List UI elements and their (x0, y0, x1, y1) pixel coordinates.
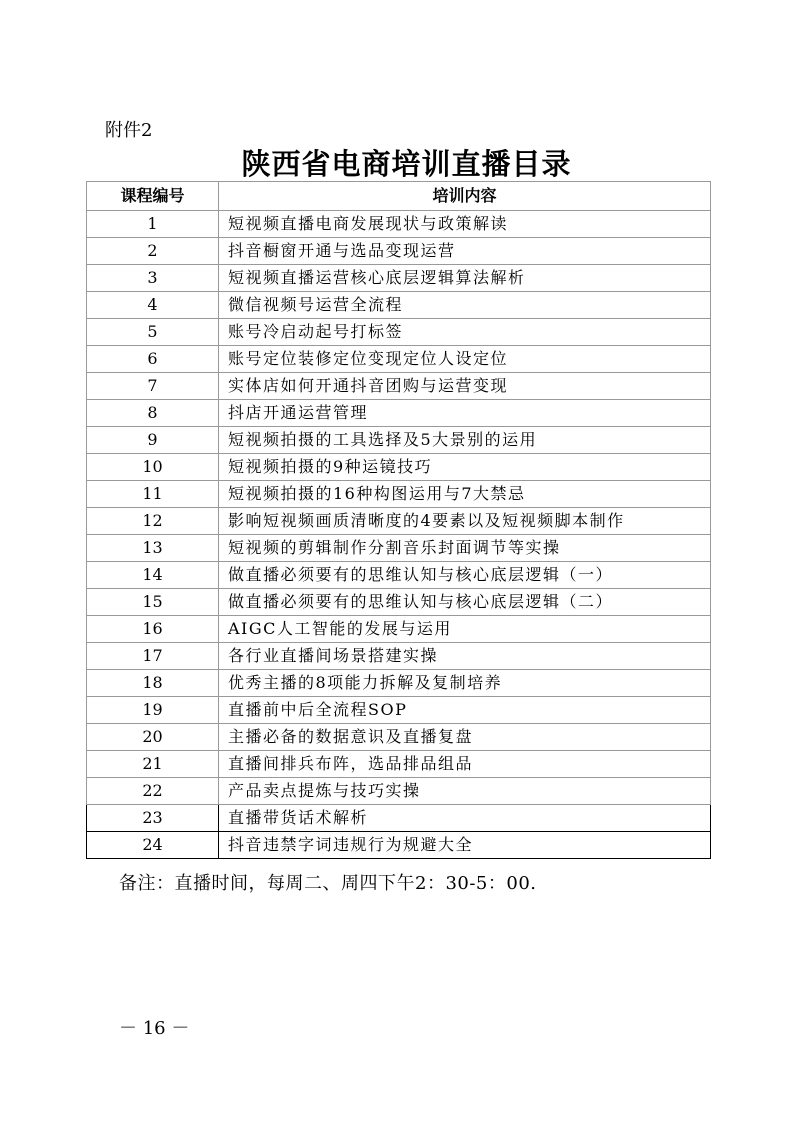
header-course-number: 课程编号 (87, 182, 219, 211)
course-number-cell: 12 (87, 508, 219, 535)
table-row (87, 643, 711, 670)
course-number-cell: 5 (87, 319, 219, 346)
course-number-cell: 20 (87, 724, 219, 751)
table-row (87, 211, 711, 238)
table-row (87, 724, 711, 751)
course-content-cell: 短视频拍摄的工具选择及5大景别的运用 (219, 427, 711, 454)
table-row (87, 589, 711, 616)
course-number-cell: 15 (87, 589, 219, 616)
table-row (87, 454, 711, 481)
course-number-cell: 17 (87, 643, 219, 670)
course-content-cell: AIGC人工智能的发展与运用 (219, 616, 711, 643)
table-row (87, 805, 711, 832)
table-row (87, 778, 711, 805)
table-row (87, 427, 711, 454)
table-row (87, 751, 711, 778)
course-content-cell: 短视频拍摄的9种运镜技巧 (219, 454, 711, 481)
page-title: 陕西省电商培训直播目录 (241, 147, 572, 181)
course-content-cell: 做直播必须要有的思维认知与核心底层逻辑（一） (219, 562, 711, 589)
course-number-cell: 23 (87, 805, 219, 832)
table-row (87, 346, 711, 373)
course-content-cell: 账号冷启动起号打标签 (219, 319, 711, 346)
course-number-cell: 14 (87, 562, 219, 589)
course-content-cell: 优秀主播的8项能力拆解及复制培养 (219, 670, 711, 697)
course-content-cell: 各行业直播间场景搭建实操 (219, 643, 711, 670)
course-number-cell: 9 (87, 427, 219, 454)
course-number-cell: 19 (87, 697, 219, 724)
course-content-cell: 账号定位装修定位变现定位人设定位 (219, 346, 711, 373)
table-row (87, 292, 711, 319)
course-content-cell: 主播必备的数据意识及直播复盘 (219, 724, 711, 751)
table-row (87, 535, 711, 562)
course-content-cell: 直播间排兵布阵，选品排品组品 (219, 751, 711, 778)
table-row (87, 562, 711, 589)
course-content-cell: 做直播必须要有的思维认知与核心底层逻辑（二） (219, 589, 711, 616)
table-row (87, 265, 711, 292)
course-content-cell: 实体店如何开通抖音团购与运营变现 (219, 373, 711, 400)
course-content-cell: 抖音违禁字词违规行为规避大全 (219, 832, 711, 859)
course-content-cell: 微信视频号运营全流程 (219, 292, 711, 319)
table-row (87, 508, 711, 535)
course-number-cell: 21 (87, 751, 219, 778)
course-number-cell: 7 (87, 373, 219, 400)
course-content-cell: 影响短视频画质清晰度的4要素以及短视频脚本制作 (219, 508, 711, 535)
table-row (87, 238, 711, 265)
course-content-cell: 短视频拍摄的16种构图运用与7大禁忌 (219, 481, 711, 508)
course-content-cell: 直播带货话术解析 (219, 805, 711, 832)
course-number-cell: 11 (87, 481, 219, 508)
course-number-cell: 6 (87, 346, 219, 373)
schedule-note: 备注：直播时间，每周二、周四下午2：30-5：00. (119, 873, 537, 894)
course-content-cell: 短视频直播电商发展现状与政策解读 (219, 211, 711, 238)
header-training-content: 培训内容 (219, 182, 711, 211)
course-number-cell: 8 (87, 400, 219, 427)
course-number-cell: 18 (87, 670, 219, 697)
table-row (87, 319, 711, 346)
course-content-cell: 直播前中后全流程SOP (219, 697, 711, 724)
course-table (86, 181, 711, 859)
course-number-cell: 24 (87, 832, 219, 859)
table-row (87, 697, 711, 724)
table-row (87, 616, 711, 643)
course-content-cell: 抖音橱窗开通与选品变现运营 (219, 238, 711, 265)
course-number-cell: 1 (87, 211, 219, 238)
course-number-cell: 4 (87, 292, 219, 319)
table-row (87, 481, 711, 508)
course-number-cell: 2 (87, 238, 219, 265)
table-row (87, 832, 711, 859)
course-content-cell: 短视频直播运营核心底层逻辑算法解析 (219, 265, 711, 292)
course-number-cell: 3 (87, 265, 219, 292)
course-number-cell: 13 (87, 535, 219, 562)
course-number-cell: 10 (87, 454, 219, 481)
attachment-label: 附件2 (105, 120, 153, 141)
course-number-cell: 22 (87, 778, 219, 805)
page-number: － 16 － (119, 1018, 190, 1039)
table-header-row (87, 182, 711, 211)
table-row (87, 373, 711, 400)
course-content-cell: 产品卖点提炼与技巧实操 (219, 778, 711, 805)
course-content-cell: 抖店开通运营管理 (219, 400, 711, 427)
table-row (87, 670, 711, 697)
course-number-cell: 16 (87, 616, 219, 643)
table-row (87, 400, 711, 427)
course-content-cell: 短视频的剪辑制作分割音乐封面调节等实操 (219, 535, 711, 562)
